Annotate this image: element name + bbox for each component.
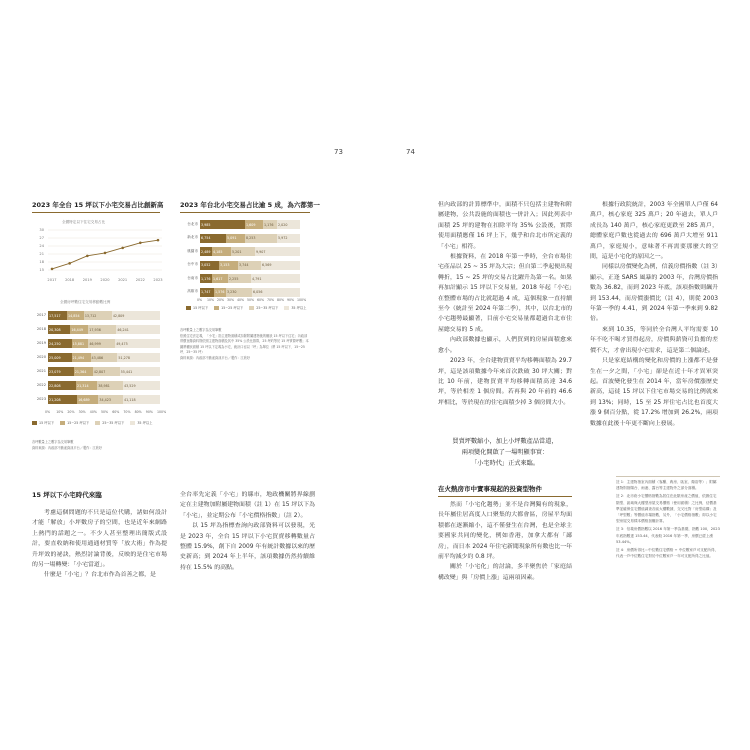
paragraph: 2023 年，全台建物買賣平均移轉面積為 29.7 坪，這是該項數據今年來首次跌破 30 坪大關；對比 10 年前，建物買賣平均移轉面積高達 34.6 坪，等於相差 1 個房間。若再與 20 年前的 46.6 坪相比，等於現在的住宅面積少掉 3 個房間大小。: [438, 358, 572, 406]
chart1-bar-segment: 21,314: [76, 381, 97, 390]
paragraph: 以 15 坪為指標查詢內政部資料可以發現，光是 2023 年，全台 15 坪以下小宅買賣移轉數量占整體 15.9%，創下自 2009 年有統計數據以來的歷史新高；到 2024 年上半年，該項數據仍然持續維持在 15.5% 的高點。: [180, 523, 315, 571]
chart2-bar-segment: 6,754: [200, 234, 226, 243]
pct-tick-label: 60%: [257, 298, 265, 302]
chart1-bar-segment: 24,250: [48, 339, 72, 348]
section-heading-right: 在火熱房市中實事現起的投資型物件: [438, 485, 542, 493]
chart1-x-tick-label: 2018: [65, 278, 75, 282]
chart2-bar-row: [200, 261, 300, 270]
footnote: 註 1：主建物指室內面積（客廳、廚房、臥室、衛浴等）；附屬建物則指陽台、雨遮、露台等主建物外之部分面積。: [616, 480, 717, 491]
chart2-bar-segment: 1,176: [200, 274, 212, 283]
chart2-stack-area: [180, 220, 310, 310]
chart2-row-label: 台南市: [187, 275, 198, 280]
pct-tick-label: 70%: [267, 298, 275, 302]
legend-swatch: [130, 421, 135, 425]
paragraph: 考慮這個問題的不只是這位代購，諸如何設計才能「解放」小坪數房子的空間，也是近年來網路上熱門的話題之一。不少人甚至整理出簡版式設計，要直收納和使用通通材質等「放大術」作為提升坪效的祕訣，熱烈討論背後，反映的是住宅市場的另一場轉變：「小宅當道」。: [32, 510, 167, 569]
chart1-bar-segment: 17,517: [48, 311, 67, 320]
chart2-note: 資料來源：內政部不動產資訊平台／製作：江欣妤: [180, 355, 251, 360]
chart1-bar-segment: 23,079: [48, 367, 74, 376]
pct-tick-label: 80%: [134, 410, 142, 414]
chart1-bar-row: [48, 325, 160, 334]
chart1-point: [121, 247, 124, 250]
right-colA-bottom: [438, 500, 572, 583]
chart2-legend: [186, 305, 311, 310]
legend-item: [60, 420, 89, 425]
chart1-bar-segment: 41,118: [123, 395, 160, 404]
chart2-block: [180, 200, 320, 213]
chart2-bar-segment: 3,230: [226, 288, 252, 297]
chart1-bar-segment: 14,854: [67, 311, 84, 320]
chart2-bar-segment: 3,052: [200, 261, 219, 270]
chart1-bar-segment: 43,486: [91, 353, 118, 362]
pull-quote: [438, 436, 572, 469]
chart1-bar-segment: 46,241: [116, 325, 160, 334]
pct-tick-label: 100%: [297, 298, 307, 302]
chart1-line-svg: [30, 224, 165, 286]
page-number-left: 73: [334, 148, 343, 156]
legend-label: 15 坪以下: [193, 306, 209, 310]
chart2-bar-segment: 8,253: [245, 234, 277, 243]
chart2-bar-row: [200, 288, 300, 297]
pull-quote-line: 「小宅時代」正式來臨。: [470, 460, 540, 467]
chart1-bar-row: [48, 395, 160, 404]
pct-tick-label: 80%: [277, 298, 285, 302]
chart1-bar-segment: 21,494: [72, 353, 91, 362]
chart2-bar-segment: 3,153: [219, 261, 238, 270]
chart1-bar-segment: 43,529: [123, 381, 160, 390]
legend-swatch: [284, 306, 289, 310]
right-colA-heading-block: [438, 484, 572, 497]
chart1-note: 資料來源：內政部不動產資訊平台／製作：江欣妤: [32, 446, 103, 450]
chart1-stack-area: [32, 311, 162, 411]
paragraph: 只是家庭結構的變化和房價的上漲都不是發生在一夕之間，「小宅」卻是在近十年才異軍突起。首波變化發生在 2014 年，當年房價漲歷史新高，這徒 15 坪以下住宅市場交易的比例就來到 13%；同時，15 至 25 坪住宅占比也首度大漲 9 個百分點，從 17.2% 增加到 26.2%，兩項數據在此後十年更不斷向上發展。: [590, 358, 718, 427]
chart2-row-label: 台中市: [187, 262, 198, 266]
chart2-title: 2023 年台北小宅交易占比逾 5 成，為六都第一: [180, 201, 320, 209]
chart1-y-tick-label: 24: [39, 244, 44, 249]
chart1-bar-row: [48, 381, 160, 390]
chart2-bar-segment: 1,617: [212, 274, 228, 283]
chart2-bar-row: [200, 247, 300, 256]
chart2-bar-segment: 6,056: [252, 288, 300, 297]
chart1-bar-segment: 15,881: [72, 339, 89, 348]
chart1-x-tick-label: 2017: [47, 278, 57, 282]
chart1-bar-segment: 38,981: [97, 381, 123, 390]
chart2-bar-row: [200, 220, 300, 229]
chart2-rule: [180, 212, 310, 213]
pct-tick-label: 50%: [101, 410, 109, 414]
pct-tick-label: 20%: [217, 298, 225, 302]
pct-tick-label: 90%: [287, 298, 295, 302]
chart1-row-label: 2022: [36, 382, 46, 387]
chart2-bar-segment: 1,576: [214, 288, 226, 297]
pct-tick-label: 10%: [207, 298, 215, 302]
legend-label: 15~25 坪以下: [221, 306, 244, 310]
chart1-point: [104, 252, 107, 255]
chart1-x-tick-label: 2023: [153, 278, 163, 282]
paragraph: 關於「小宅化」的討論，多半聚焦於「家庭結構改變」與「房價上漲」這兩項因素。: [438, 564, 572, 581]
legend-swatch: [249, 306, 254, 310]
pct-tick-label: 10%: [56, 410, 64, 414]
legend-swatch: [186, 306, 191, 310]
chart2-row-label: 桃園市: [187, 248, 198, 253]
chart1-bar-segment: 46,999: [88, 339, 115, 348]
chart1-notes: [32, 439, 162, 451]
legend-item: [32, 420, 54, 425]
chart2-notes: [180, 328, 310, 361]
paragraph: 根據資料，在 2018 年第一季時，全台市場住宅產品以 25 ~ 35 坪為大宗；但自第二季起便出現轉折，15 ~ 25 坪的交易占比躍升為第一名。如果再加計顯示 15 坪以下交易量，2018 年起「小宅」在整體市場的占比就超過 4 成，這個現象一直持續至今（統計至 2024 年第二季），其中，以台北市的小宅趨勢最顯著，目前小宅交易量都超過台北市住屋總交易的 5 成。: [438, 254, 572, 333]
chart1-row-label: 2019: [36, 340, 46, 345]
chart2-bar-segment: 5,972: [277, 234, 300, 243]
chart1-x-tick-label: 2022: [135, 278, 145, 282]
chart2-bar-segment: 4,185: [212, 247, 231, 256]
chart2-pct-axis: [197, 298, 307, 304]
chart2-bar-row: [200, 234, 300, 243]
legend-item: [130, 420, 152, 425]
legend-label: 15~25 坪以下: [67, 421, 90, 425]
chart2-bar-segment: 5,091: [226, 234, 245, 243]
heading-rule: [438, 496, 572, 497]
pct-tick-label: 20%: [67, 410, 75, 414]
legend-item: [284, 305, 306, 310]
legend-item: [186, 305, 208, 310]
paragraph: 什麼是「小宅」？台北市作為首善之都，是: [44, 572, 156, 579]
chart2-note: 依照住宅法定義，「小宅」指主建物面積或扣除附屬建物後的權狀 15 坪以下住宅；內政部實價登錄資料則依照主建物面積及其中 35% 公設比推算，25 坪約等於 15 坪實際坪數；本圖將權狀面積 15 坪以下定義為小宅，統計口徑以「坪」為單位（將 15 坪以下、15~25 坪、25~35 坪）: [180, 333, 309, 354]
chart1-point: [86, 255, 89, 258]
paragraph: 全台率先定義「小宅」的縣市，地政機關將界線劃定在主建物加附屬建物面積（註 1）在 15 坪以下為「小宅」，並定期公布「小宅價格指數」（註 2）。: [180, 492, 315, 519]
chart2-note: 各坪數量上之數字為交易筆數: [180, 328, 222, 332]
chart1-bar-segment: 20,308: [48, 325, 70, 334]
legend-label: 25~35 坪以下: [256, 306, 279, 310]
chart2-bar-segment: 2,489: [200, 247, 212, 256]
chart2-bar-segment: 2,020: [277, 220, 300, 229]
legend-swatch: [60, 421, 65, 425]
legend-label: 25~35 坪以下: [102, 421, 125, 425]
legend-swatch: [32, 421, 37, 425]
pct-tick-label: 50%: [247, 298, 255, 302]
pct-tick-label: 30%: [78, 410, 86, 414]
chart1-bar-segment: 25,009: [48, 353, 72, 362]
chart1-bar-segment: 21,364: [74, 367, 93, 376]
left-col2: [180, 490, 315, 573]
chart2-bar-segment: 6,569: [261, 261, 300, 270]
left-col1: [32, 508, 167, 581]
paragraph: 來到 10.35，等同於全台灣人平均需要 10 年不吃不喝才買得起房，房價與薪資可負擔的差價不大，才會出現小宅需求，這是第二個論述。: [590, 326, 718, 354]
chart1-bar-row: [48, 311, 160, 320]
chart1-y-tick-label: 21: [39, 252, 44, 257]
pct-tick-label: 0%: [45, 410, 51, 414]
chart1-bar-row: [48, 353, 160, 362]
chart1-bar-segment: 13,712: [84, 311, 112, 320]
chart1-bar-segment: 51,278: [117, 353, 160, 362]
legend-swatch: [214, 306, 219, 310]
paragraph: 內政部數據也顯示，人們買到的房屋面積愈來愈小。: [438, 337, 572, 354]
footnote: 註 3：信義房價指數以 2016 年第一季為基期，指數 100，2023 年底指數達 153.44，代表較 2016 年第一季，房價已經上漲 53.44%。: [616, 527, 720, 544]
chart1-y-tick-label: 15: [39, 268, 44, 273]
chart2-bar-segment: 3,744: [238, 261, 261, 270]
footnotes: [616, 476, 720, 559]
pct-tick-label: 0%: [197, 298, 203, 302]
chart1-bar-segment: 22,808: [48, 381, 76, 390]
legend-item: [214, 305, 243, 310]
chart1-bar-segment: 49,475: [115, 339, 160, 348]
chart1-bar-segment: 21,208: [48, 395, 77, 404]
legend-item: [249, 305, 278, 310]
chart1-block: [32, 200, 164, 213]
chart2-bar-segment: 1,609: [245, 220, 263, 229]
chart1-series-line: [52, 240, 158, 269]
pull-quote-line: 兩項變化開啟了一場明顯事實：: [461, 449, 549, 456]
legend-label: 35 坪以上: [137, 421, 153, 425]
chart1-bar-segment: 42,809: [112, 311, 160, 320]
legend-label: 15 坪以下: [39, 421, 55, 425]
chart1-x-tick-label: 2020: [100, 278, 110, 282]
chart1-y-tick-label: 18: [39, 260, 44, 265]
page-number-right: 74: [406, 148, 415, 156]
chart2-row-label: 新北市: [187, 235, 198, 239]
chart1-point: [157, 239, 160, 242]
chart1-legend: [32, 420, 167, 425]
chart1-point: [139, 242, 142, 245]
pct-tick-label: 100%: [157, 410, 167, 414]
chart2-bar-segment: 2,255: [228, 274, 251, 283]
chart1-bar-segment: 55,441: [120, 367, 160, 376]
chart1-y-tick-label: 30: [39, 228, 44, 233]
chart2-bar-segment: 1,176: [263, 220, 277, 229]
chart1-bar-segment: 17,936: [88, 325, 116, 334]
chart1-bar-row: [48, 367, 160, 376]
chart1-bar-segment: 42,807: [93, 367, 120, 376]
chart1-point: [68, 262, 71, 265]
chart1-row-label: 2021: [36, 368, 46, 373]
chart2-bar-segment: 9,907: [255, 247, 300, 256]
chart1-y-tick-label: 27: [39, 236, 44, 241]
pct-tick-label: 70%: [123, 410, 131, 414]
chart1-title: 2023 年全台 15 坪以下小宅交易占比創新高: [32, 201, 164, 209]
paragraph: 根據行政院統計，2003 年全國單人戶僅 64 萬戶，核心家庭 325 萬戶；20 年過去，單人戶成長為 140 萬戶，核心家庭更跌至 285 萬戶，總體家庭戶數也從過去的 696 萬戶大增至 911 萬戶，家庭規小，意味著不再需要那麼大的空間，這是小宅化的原因之一。: [590, 202, 718, 261]
chart2-bar-segment: 1,747: [200, 288, 214, 297]
chart1-bar-segment: 16,449: [70, 325, 88, 334]
chart1-bar-segment: 34,423: [98, 395, 123, 404]
footnote: 註 4：房價所得比＝中位數住宅價格 ÷ 中位數家戶可支配所得，代表一戶中位數住宅對於中位數家戶一年可支配所得之比值。: [616, 548, 719, 559]
pct-tick-label: 30%: [227, 298, 235, 302]
chart1-rule: [32, 212, 160, 213]
chart1-x-tick-label: 2021: [118, 278, 128, 282]
chart2-bar-segment: 3,985: [200, 220, 245, 229]
chart1-line-subtitle: 全國特定以下住宅交易占比: [62, 220, 106, 224]
paragraph: 但內政部的計算標準中，面積不只包括主建物和附屬建物，公共設施的面積也一併計入；因此列表中面積 25 坪的建物在扣除平均 35% 公設後，實際使用面積應僅 16 坪上下，幾乎和台北市所定義的「小宅」相符。: [438, 202, 572, 250]
legend-item: [95, 420, 124, 425]
chart2-bar-segment: 4,791: [251, 274, 300, 283]
paragraph: 同樣以房價變化為例，信義房價指數（註 3）顯示，正逢 SARS 風暴的 2003 年，台灣房價指數為 36.82，而到 2023 年底，該項指數則飆升到 153.44，而房價漲價比（註 4），則從 2003 年第一季的 4.41，到 2024 年第一季來到 9.82 倍。: [590, 264, 718, 323]
pct-tick-label: 40%: [237, 298, 245, 302]
chart1-row-label: 2018: [36, 326, 46, 331]
chart1-point: [51, 268, 54, 271]
chart1-bar-segment: 16,689: [77, 395, 98, 404]
chart2-bar-segment: 5,201: [231, 247, 255, 256]
chart1-row-label: 2020: [36, 354, 46, 359]
section-heading-left: 15 坪以下小宅時代來臨: [32, 491, 102, 499]
chart2-bar-row: [200, 274, 300, 283]
paragraph: 然而「小宅化趨勢」並不是台灣獨有的現象，長年屬住居高度人口聚集的大都會區，房屋平均面積都在逐漸縮小，這不僅發生在台灣，也是全球主要國家共同的變化，例如香港，加拿大都有「鄙房」，而日本 2024 年住宅新聞現象所有數也比一年前平均減少約 0.8 坪。: [438, 502, 572, 561]
chart1-x-tick-label: 2019: [82, 278, 92, 282]
pct-tick-label: 90%: [145, 410, 153, 414]
legend-swatch: [95, 421, 100, 425]
chart2-row-label: 台北市: [187, 221, 198, 226]
pct-tick-label: 60%: [112, 410, 120, 414]
right-colA-top: [438, 200, 572, 408]
chart1-pct-axis: [45, 410, 167, 416]
pull-quote-line: 買賣坪數縮小，加上小坪數產品當道，: [452, 438, 558, 445]
chart1-row-label: 2023: [36, 396, 46, 401]
right-colB: [590, 200, 718, 429]
chart2-row-label: 高雄市: [187, 289, 198, 293]
pct-tick-label: 40%: [89, 410, 97, 414]
chart1-bar-row: [48, 339, 160, 348]
chart1-stack-subtitle: 全國房坪數住宅交易移動數比例: [60, 300, 111, 304]
footnote: 註 2：北市府小宅價格指數為居住在此類房產之價值，依據住宅類型、區域與大樓型房屋交易價格（使用面積）之比例，估價基準並確保住宅價值調查各區大樓數據，交叉比對「房型結構」及「坪型數」等價值市場指數，另外，「小宅價格指數」即以小宅型房屋交易樣本價格加權計算。: [616, 494, 717, 524]
chart1-row-label: 2017: [36, 312, 46, 317]
chart1-note: 各坪數量上之數字為交易筆數: [32, 440, 74, 444]
legend-label: 35 坪以上: [291, 306, 307, 310]
